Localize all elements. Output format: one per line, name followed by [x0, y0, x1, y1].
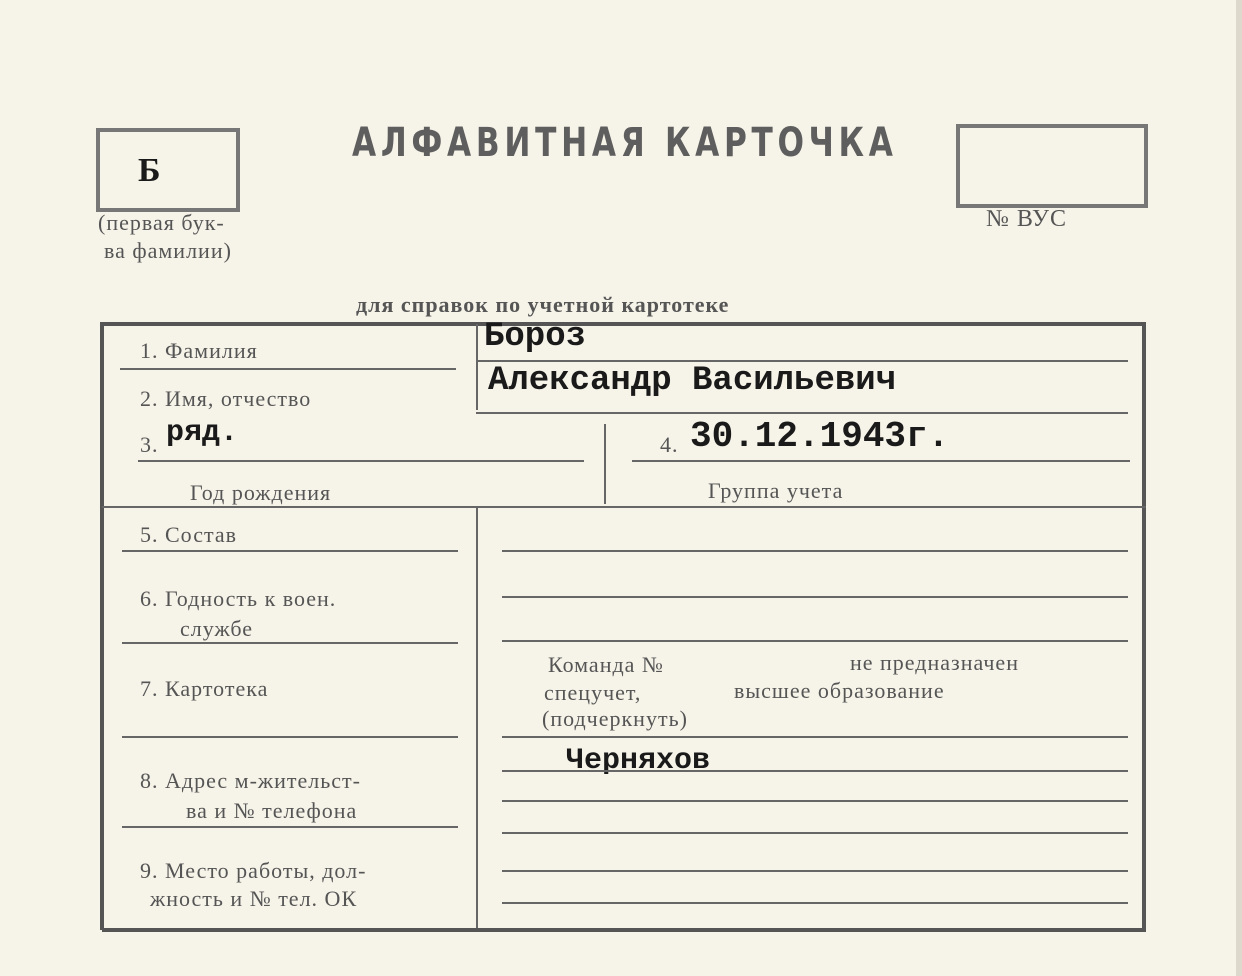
field4-prefix: 4. [660, 432, 679, 457]
field-address-label-1: 8. Адрес м-жительст- [140, 768, 361, 793]
rule [120, 368, 456, 370]
letter-value: Б [138, 152, 161, 189]
field-workplace-label-1: 9. Место работы, дол- [140, 858, 367, 883]
field-fitness-label-1: 6. Годность к воен. [140, 586, 337, 611]
rule [502, 596, 1128, 598]
frame-bottom [102, 928, 1146, 932]
rank-value: ряд. [166, 416, 239, 450]
card-title: АЛФАВИТНАЯ КАРТОЧКА [352, 120, 898, 166]
not-assigned-label: не предназначен [850, 650, 1019, 675]
frame-top [102, 322, 1146, 326]
paper-edge [1236, 0, 1242, 976]
special-record-label: спецучет, [544, 680, 642, 705]
rule [476, 412, 1128, 414]
rule [138, 460, 584, 462]
frame-left [100, 322, 104, 930]
rule [502, 902, 1128, 904]
letter-box [96, 128, 240, 212]
rule [502, 550, 1128, 552]
field3-prefix: 3. [140, 432, 159, 457]
divider [604, 424, 606, 504]
name-patronymic-value: Александр Васильевич [488, 362, 897, 400]
letter-caption-line1: (первая бук- [98, 210, 225, 235]
field-surname-label: 1. Фамилия [140, 338, 258, 363]
rule [632, 460, 1130, 462]
divider [476, 508, 478, 928]
field-name-label: 2. Имя, отчество [140, 386, 312, 411]
letter-caption-line2: ва фамилии) [104, 238, 232, 263]
rule [502, 870, 1128, 872]
rule [502, 770, 1128, 772]
vus-label: № ВУС [986, 206, 1067, 232]
place-value: Черняхов [566, 744, 711, 778]
field-card-index-label: 7. Картотека [140, 676, 269, 701]
rule [502, 736, 1128, 738]
field-fitness-label-2: службе [180, 616, 254, 641]
field-composition-label: 5. Состав [140, 522, 238, 547]
rule [122, 550, 458, 552]
record-group-caption: Группа учета [708, 478, 844, 503]
divider [476, 324, 478, 410]
surname-value: Бороз [484, 318, 587, 356]
card-subtitle: для справок по учетной картотеке [356, 292, 730, 317]
rule [502, 640, 1128, 642]
rule [122, 736, 458, 738]
rule [502, 832, 1128, 834]
higher-education-label: высшее образование [734, 678, 945, 703]
rule [122, 642, 458, 644]
command-label: Команда № [548, 652, 664, 677]
rule [502, 800, 1128, 802]
field-address-label-2: ва и № телефона [186, 798, 358, 823]
underline-note: (подчеркнуть) [542, 706, 688, 731]
rule [102, 506, 1146, 508]
birth-year-caption: Год рождения [190, 480, 332, 505]
date-value: 30.12.1943г. [690, 416, 950, 457]
frame-right [1142, 322, 1146, 930]
rule [122, 826, 458, 828]
field-workplace-label-2: жность и № тел. ОК [150, 886, 358, 911]
vus-box [956, 124, 1148, 208]
